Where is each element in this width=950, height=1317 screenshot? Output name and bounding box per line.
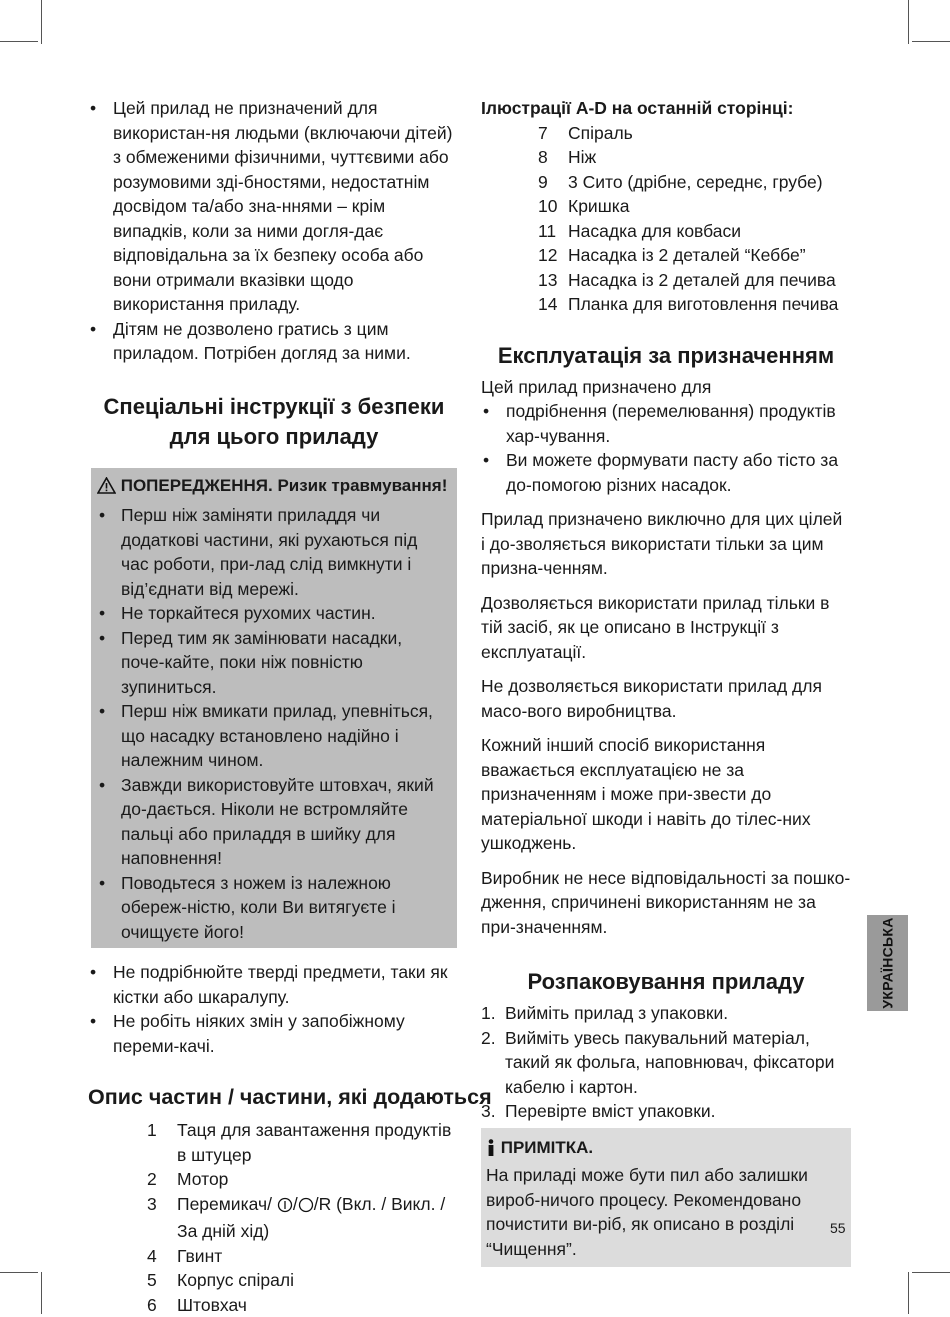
crop-mark <box>908 1272 909 1314</box>
list-item: • подрібнення (перемелювання) продуктів хар-чування. <box>481 399 851 448</box>
parts-list <box>147 1118 460 1317</box>
parts-row: 2 Мотор <box>147 1167 460 1192</box>
language-tab: УКРАЇНСЬКА <box>867 915 908 1011</box>
list-item: • Завжди використовуйте штовхач, який до-дається. Ніколи не встромляйте пальці або приладдя в шийку для наповнення! <box>97 773 449 871</box>
crop-mark <box>0 1272 38 1273</box>
right-column <box>481 96 851 1267</box>
list-item: • Ви можете формувати пасту або тісто за до-помогою різних насадок. <box>481 448 851 497</box>
paragraph: Дозволяється використати прилад тільки в тій засіб, як це описано в Інструкції з експлуатації. <box>481 591 851 665</box>
parts-row: 1 Таця для завантаження продуктів в штуцер <box>147 1118 460 1167</box>
page-number: 55 <box>830 1220 846 1236</box>
power-on-icon <box>277 1195 293 1220</box>
parts-row: 9 3 Сито (дрібне, середнє, грубе) <box>538 170 851 195</box>
parts-row: 6 Штовхач <box>147 1293 460 1317</box>
list-item: • Перш ніж заміняти приладдя чи додаткові частини, які рухаються під час роботи, при-лад слід вимкнути і від’єднати від мережі. <box>97 503 449 601</box>
list-item: • Не робіть ніяких змін у запобіжному переми-качі. <box>88 1009 460 1058</box>
parts-row: 4 Гвинт <box>147 1244 460 1269</box>
parts-heading: Опис частин / частини, які додаються <box>88 1082 460 1112</box>
list-item: • Перш ніж вмикати прилад, упевніться, що насадку встановлено надійно і належним чином. <box>97 699 449 773</box>
crop-mark <box>912 1272 950 1273</box>
after-bullet-list <box>88 960 460 1058</box>
note-header <box>486 1136 843 1164</box>
intro-bullet-list <box>88 96 460 366</box>
parts-row: 7 Спіраль <box>538 121 851 146</box>
list-item: • Дітям не дозволено гратись з цим приладом. Потрібен догляд за ними. <box>88 317 460 366</box>
note-box <box>481 1128 851 1268</box>
note-text: На приладі може бути пил або залишки вироб-ничого процесу. Рекомендовано почистити ви-ріб, як описано в розділі “Чищення”. <box>486 1163 843 1261</box>
note-title: ПРИМІТКА. <box>501 1138 593 1157</box>
list-item: • Не подрібнюйте тверді предмети, таки як кістки або шкаралупу. <box>88 960 460 1009</box>
parts-row: 12 Насадка із 2 деталей “Кеббе” <box>538 243 851 268</box>
crop-mark <box>912 41 950 42</box>
parts-row: 8 Ніж <box>538 145 851 170</box>
list-item: • Перед тим як замінювати насадки, поче-кайте, поки ніж повністю зупиниться. <box>97 626 449 700</box>
warning-box <box>91 468 457 949</box>
unpack-steps <box>481 1001 851 1124</box>
warning-list <box>97 503 449 944</box>
paragraph: Кожний інший спосіб використання вважається експлуатацією не за призначенням і може при-звести до матеріальної шкоди і навіть до тілес-них ушкоджень. <box>481 733 851 856</box>
paragraph: Не дозволяється використати прилад для масо-вого виробництва. <box>481 674 851 723</box>
warning-title: ПОПЕРЕДЖЕННЯ. Ризик травмування! <box>121 476 448 495</box>
crop-mark <box>908 0 909 44</box>
parts-row: 3 Перемикач/ / /R (Вкл. / Викл. / За дній хід) <box>147 1192 460 1244</box>
crop-mark <box>41 0 42 44</box>
unpack-heading: Розпаковування приладу <box>481 967 851 997</box>
use-bullet-list <box>481 399 851 497</box>
warning-header <box>97 474 449 502</box>
parts-row: 5 Корпус спіралі <box>147 1268 460 1293</box>
illustrations-list <box>538 121 851 317</box>
list-item: 3. Перевірте вміст упаковки. <box>481 1099 851 1124</box>
illustrations-heading: Ілюстрації A-D на останній сторінці: <box>481 96 851 121</box>
list-item: 2. Вийміть увесь пакувальний матеріал, такий як фольга, наповнювач, фіксатори кабелю і картон. <box>481 1026 851 1100</box>
list-item: • Цей прилад не призначений для використан-ня людьми (включаючи дітей) з обмеженими фізичними, чуттєвими або розумовими зді-бностями, недостатнім досвідом та/або зна-ннями – крім випадків, коли за ними догля-дає відповідальна за їх безпеку особа або вони отримали вказівки щодо використання приладу. <box>88 96 460 317</box>
parts-row: 11 Насадка для ковбаси <box>538 219 851 244</box>
power-off-icon <box>298 1195 314 1220</box>
info-icon <box>486 1139 496 1164</box>
list-item: • Не торкайтеся рухомих частин. <box>97 601 449 626</box>
parts-row: 10 Кришка <box>538 194 851 219</box>
crop-mark <box>41 1272 42 1314</box>
use-intro: Цей прилад призначено для <box>481 375 851 400</box>
safety-heading: Спеціальні інструкції з безпеки для цього приладу <box>88 392 460 452</box>
warning-triangle-icon <box>97 477 116 502</box>
parts-row: 13 Насадка із 2 деталей для печива <box>538 268 851 293</box>
paragraph: Виробник не несе відповідальності за пошко-дження, спричинені використанням не за при-значенням. <box>481 866 851 940</box>
paragraph: Прилад призначено виключно для цих цілей і до-зволяється використати тільки за цим призна-ченням. <box>481 507 851 581</box>
crop-mark <box>0 41 38 42</box>
left-column <box>88 96 460 1317</box>
list-item: • Поводьтеся з ножем із належною обереж-ністю, коли Ви витягуєте і очищуєте його! <box>97 871 449 945</box>
parts-row: 14 Планка для виготовлення печива <box>538 292 851 317</box>
list-item: 1. Вийміть прилад з упаковки. <box>481 1001 851 1026</box>
use-heading: Експлуатація за призначенням <box>481 341 851 371</box>
